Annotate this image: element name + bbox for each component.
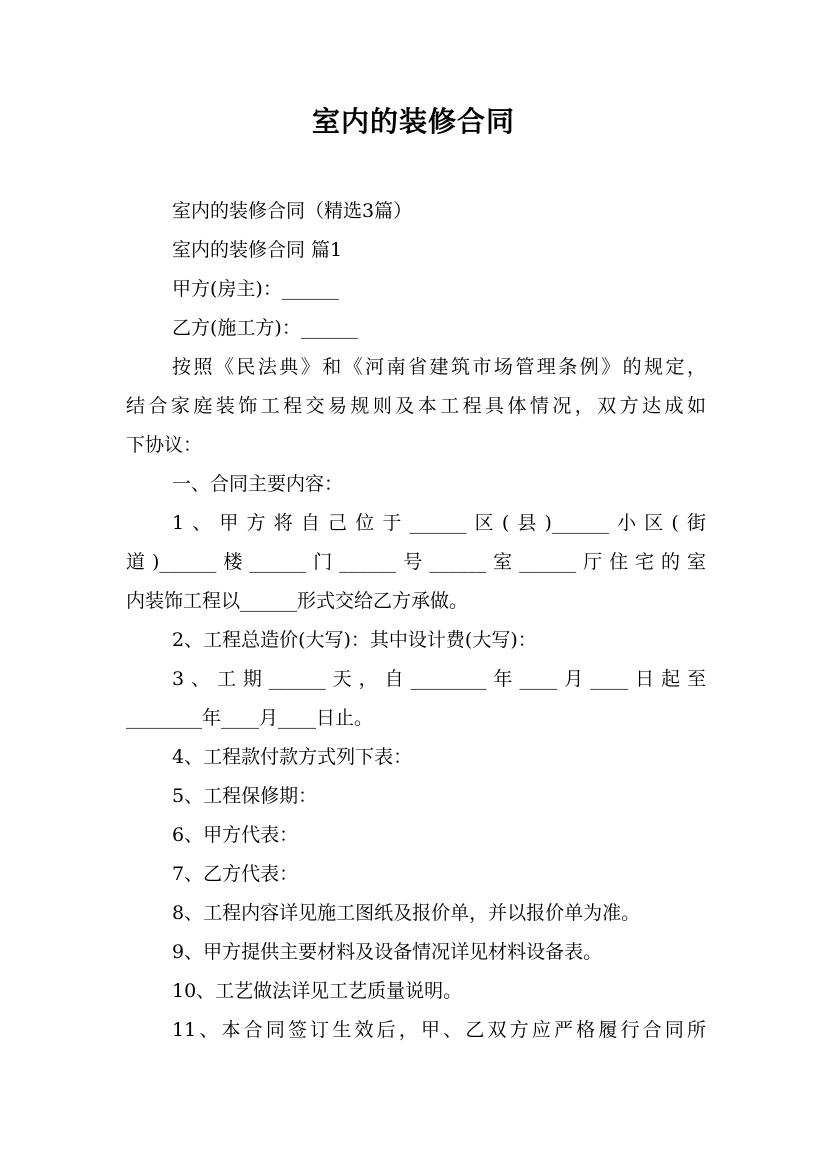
text-line: 按照《民法典》和《河南省建筑市场管理条例》的规定， (172, 356, 706, 378)
text-line: 9、甲方提供主要材料及设备情况详见材料设备表。 (172, 941, 603, 963)
text-line: 乙方(施工方)：______ (172, 317, 358, 339)
text-line: 4、工程款付款方式列下表： (172, 746, 413, 768)
text-line: 11、本合同签订生效后，甲、乙双方应严格履行合同所 (172, 1019, 706, 1041)
text-line: 2、工程总造价(大写)：其中设计费(大写)： (172, 629, 537, 651)
text-line: 7、乙方代表： (172, 863, 299, 885)
text-line: 一、合同主要内容： (172, 473, 344, 495)
text-line: 下协议： (126, 434, 203, 456)
text-line: 5、工程保修期： (172, 785, 318, 807)
text-line: 内装饰工程以______形式交给乙方承做。 (126, 590, 469, 612)
text-line: 8、工程内容详见施工图纸及报价单，并以报价单为准。 (172, 902, 641, 924)
document-title: 室内的装修合同 (311, 105, 515, 138)
text-line: 结合家庭装饰工程交易规则及本工程具体情况，双方达成如 (126, 395, 706, 417)
text-line: 室内的装修合同 篇1 (172, 239, 343, 261)
text-line: 6、甲方代表： (172, 824, 299, 846)
text-line: 1、甲方将自己位于______区(县)______小区(街 (172, 512, 706, 534)
text-line: 10、工艺做法详见工艺质量说明。 (172, 980, 463, 1002)
text-line: 甲方(房主)：______ (172, 278, 339, 300)
text-line: ________年____月____日止。 (126, 707, 374, 729)
text-line: 道)______楼______门______号______室______厅住宅的室 (126, 551, 706, 573)
text-line: 3、工期______天，自________年____月____日起至 (172, 668, 706, 690)
text-line: 室内的装修合同（精选3篇） (172, 200, 413, 222)
